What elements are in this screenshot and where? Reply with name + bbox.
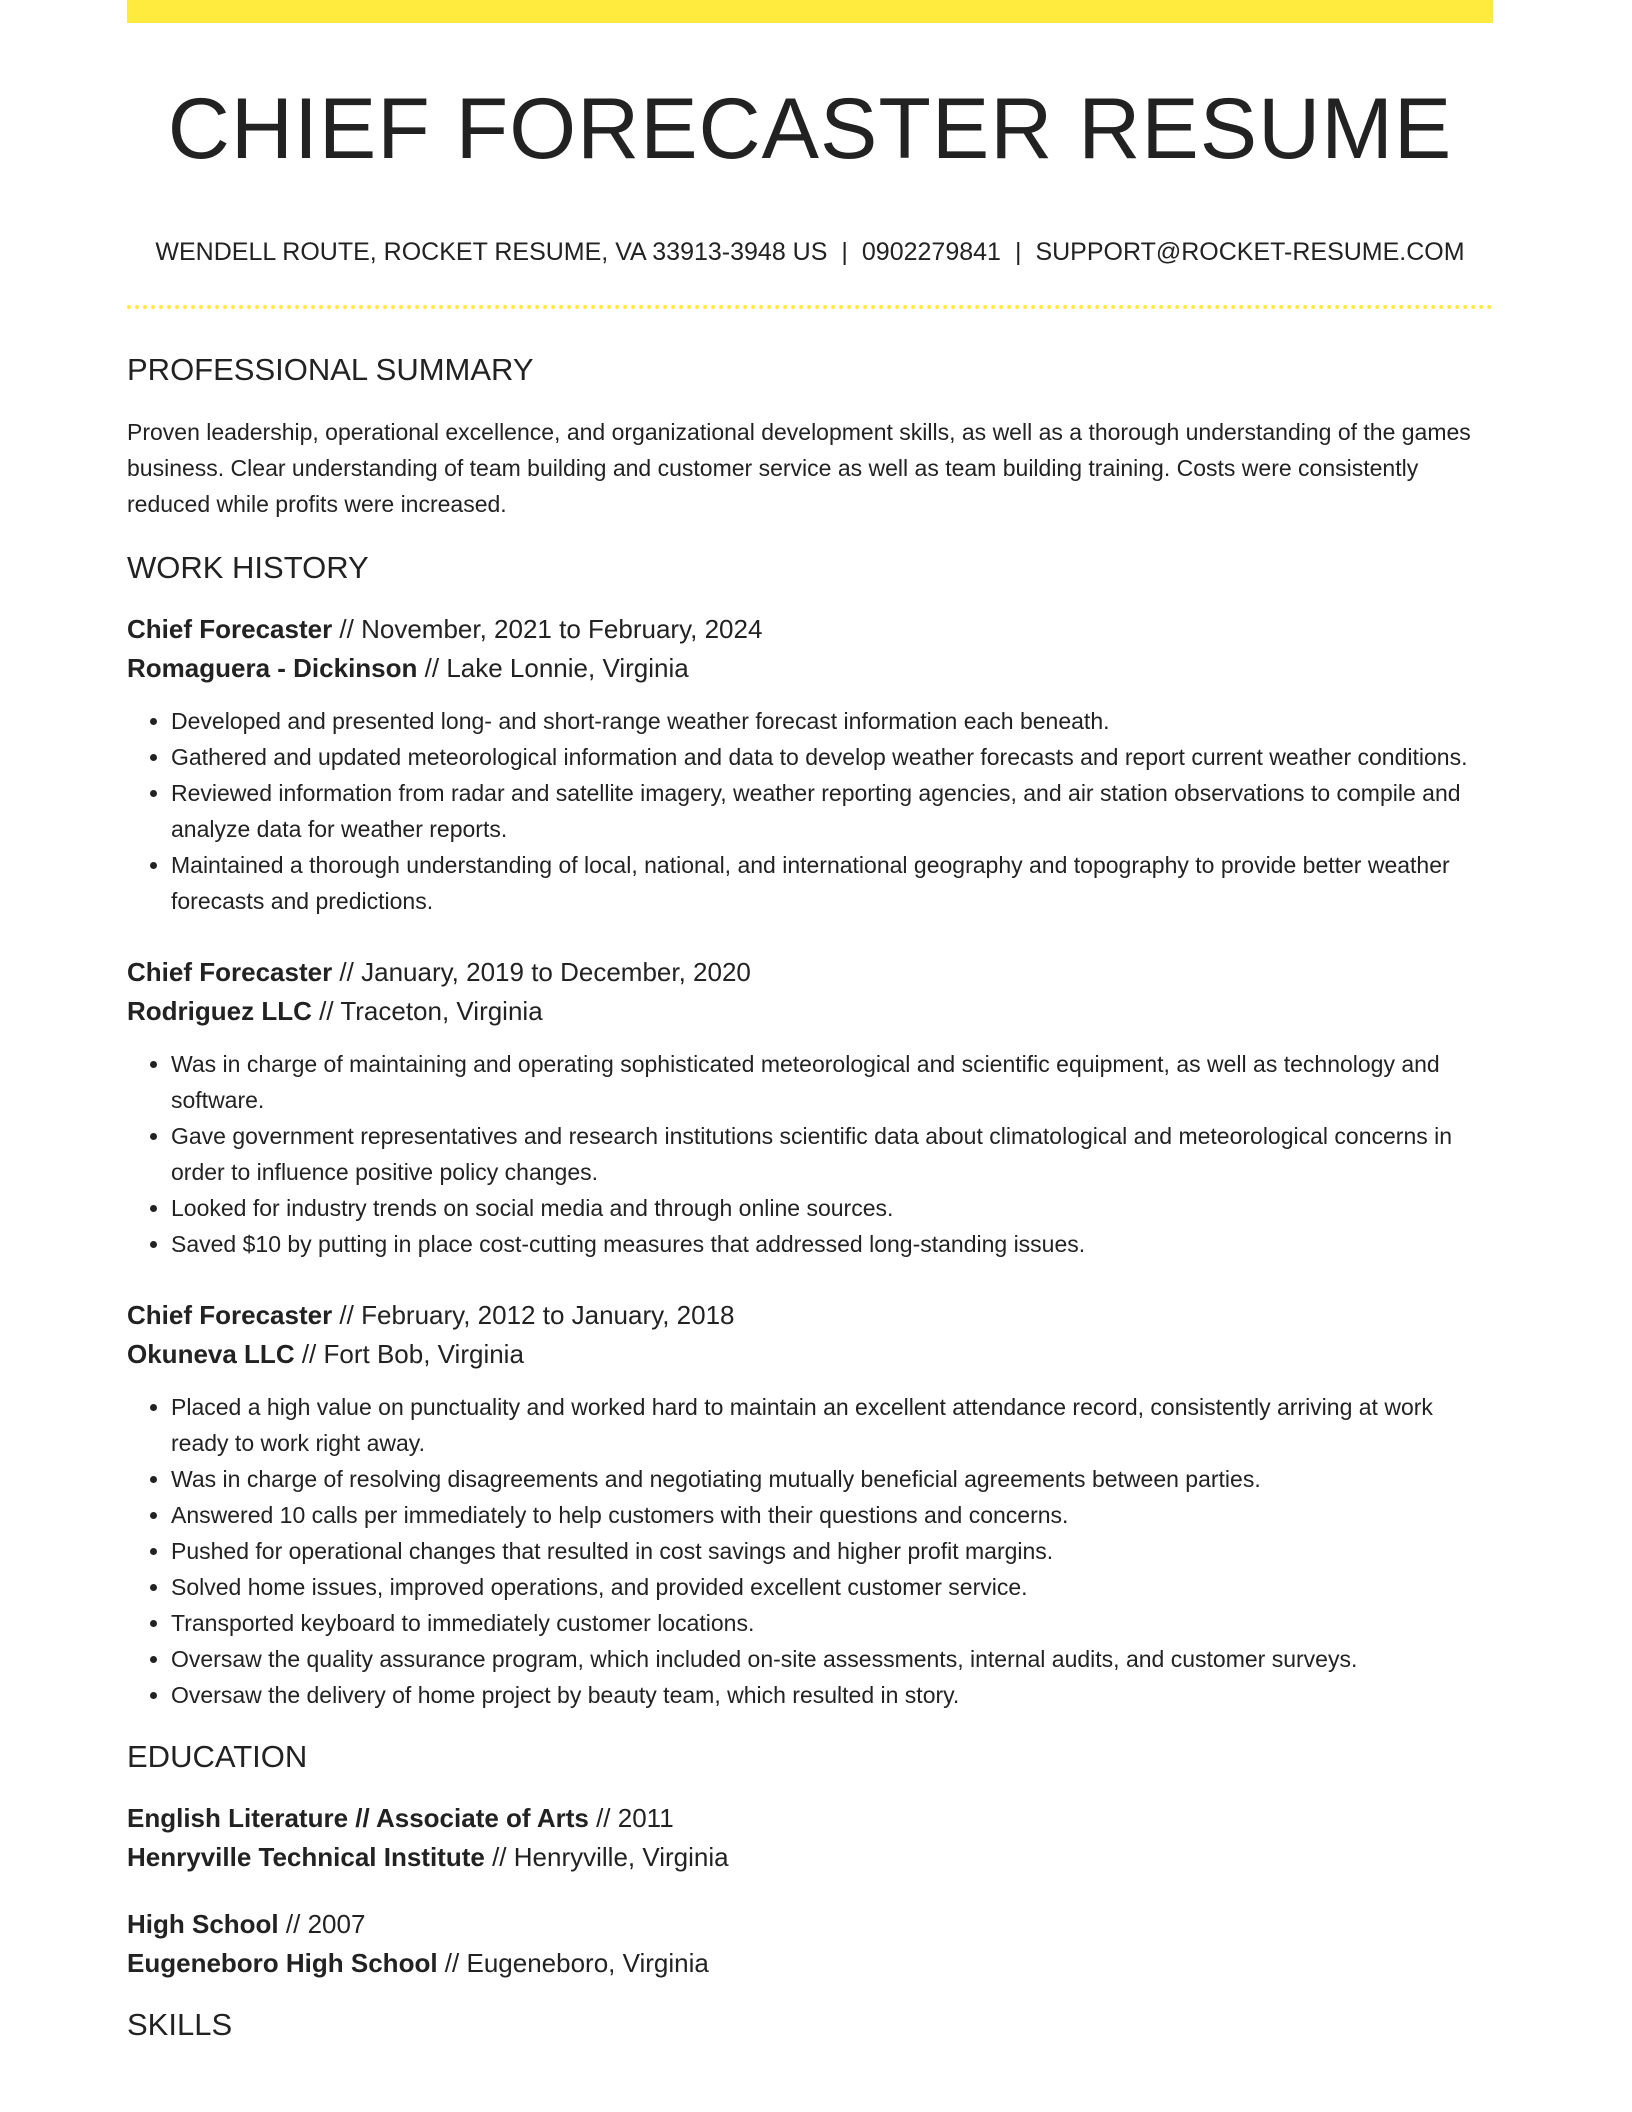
job-bullet: • Gathered and updated meteorological information and data to develop weather forecasts and report current weather conditions. [171, 739, 1493, 775]
top-accent-bar [127, 0, 1493, 23]
summary-text: Proven leadership, operational excellence, and organizational development skills, as well as a thorough understanding of the games business. Clear understanding of team building and customer service as well as team building training. Costs were consistently reduced while profits were increased. [127, 419, 1471, 517]
job-company: Rodriguez LLC [127, 996, 312, 1026]
job-bullet: • Pushed for operational changes that resulted in cost savings and higher profit margins. [171, 1533, 1493, 1569]
job-bullet: • Placed a high value on punctuality and worked hard to maintain an excellent attendance record, consistently arriving at work ready to work right away. [171, 1389, 1493, 1461]
job-company: Romaguera - Dickinson [127, 653, 418, 683]
separator: // [339, 614, 354, 644]
separator: // [339, 1300, 354, 1330]
contact-address: WENDELL ROUTE, ROCKET RESUME, VA 33913-3948 US [155, 238, 828, 266]
job-location: Lake Lonnie, Virginia [446, 653, 689, 683]
education-school: Henryville Technical Institute [127, 1842, 485, 1872]
job-title-line [127, 610, 1493, 649]
education-degree-line [127, 1905, 1493, 1944]
job-company-line [127, 992, 1493, 1031]
job-title: Chief Forecaster [127, 614, 333, 644]
education-entry [127, 1905, 1493, 1983]
job-entry [127, 953, 1493, 1262]
job-bullets [127, 1389, 1493, 1713]
separator: // [492, 1842, 507, 1872]
work-history-heading: WORK HISTORY [127, 550, 369, 585]
job-company: Okuneva LLC [127, 1339, 295, 1369]
education-entry [127, 1799, 1493, 1877]
job-bullets [127, 1046, 1493, 1262]
job-dates: November, 2021 to February, 2024 [361, 614, 763, 644]
job-bullet: • Looked for industry trends on social media and through online sources. [171, 1190, 1493, 1226]
job-bullet: • Was in charge of maintaining and operating sophisticated meteorological and scientific equipment, as well as technology and software. [171, 1046, 1493, 1118]
summary-heading: PROFESSIONAL SUMMARY [127, 352, 534, 387]
job-title: Chief Forecaster [127, 1300, 333, 1330]
job-company-line [127, 649, 1493, 688]
education-school-line [127, 1838, 1493, 1877]
separator: // [444, 1948, 460, 1978]
job-bullet: • Oversaw the quality assurance program, which included on-site assessments, internal audits, and customer surveys. [171, 1641, 1493, 1677]
contact-separator: | [841, 238, 848, 266]
education-location: Eugeneboro, Virginia [466, 1948, 709, 1978]
education-year: 2011 [617, 1803, 674, 1833]
job-company-line [127, 1335, 1493, 1374]
separator: // [596, 1803, 611, 1833]
separator: // [339, 957, 354, 987]
job-bullet: • Oversaw the delivery of home project by beauty team, which resulted in story. [171, 1677, 1493, 1713]
job-bullet: • Gave government representatives and research institutions scientific data about climatological and meteorological concerns in order to influence positive policy changes. [171, 1118, 1493, 1190]
job-location: Fort Bob, Virginia [323, 1339, 524, 1369]
separator: // [319, 996, 334, 1026]
job-title: Chief Forecaster [127, 957, 333, 987]
job-bullet: • Transported keyboard to immediately customer locations. [171, 1605, 1493, 1641]
job-title-line [127, 1296, 1493, 1335]
contact-separator: | [1014, 238, 1022, 266]
education-degree: High School [127, 1909, 279, 1939]
separator: // [301, 1339, 317, 1369]
job-bullet: • Answered 10 calls per immediately to help customers with their questions and concerns. [171, 1497, 1493, 1533]
job-bullet: • Reviewed information from radar and satellite imagery, weather reporting agencies, and air station observations to compile and analyze data for weather reports. [171, 775, 1493, 847]
job-entry [127, 610, 1493, 919]
skills-heading: SKILLS [127, 2007, 233, 2042]
job-bullets [127, 703, 1493, 919]
job-entry [127, 1296, 1493, 1713]
resume-body [127, 352, 1493, 2043]
education-heading: EDUCATION [127, 1739, 308, 1774]
job-dates: January, 2019 to December, 2020 [361, 957, 751, 987]
education-school: Eugeneboro High School [127, 1948, 438, 1978]
education-degree-line [127, 1799, 1493, 1838]
contact-phone: 0902279841 [861, 238, 1001, 266]
education-degree: English Literature // Associate of Arts [127, 1803, 589, 1833]
job-bullet: • Developed and presented long- and short-range weather forecast information each beneath. [171, 703, 1493, 739]
job-bullet: • Saved $10 by putting in place cost-cutting measures that addressed long-standing issues. [171, 1226, 1493, 1262]
education-school-line [127, 1944, 1493, 1983]
job-location: Traceton, Virginia [340, 996, 543, 1026]
contact-line [127, 238, 1493, 267]
contact-email: SUPPORT@ROCKET-RESUME.COM [1035, 238, 1465, 266]
separator: // [424, 653, 440, 683]
job-bullet: • Was in charge of resolving disagreements and negotiating mutually beneficial agreements between parties. [171, 1461, 1493, 1497]
separator: // [285, 1909, 301, 1939]
job-bullet: • Solved home issues, improved operations, and provided excellent customer service. [171, 1569, 1493, 1605]
education-year: 2007 [307, 1909, 366, 1939]
education-location: Henryville, Virginia [513, 1842, 729, 1872]
header-divider [127, 305, 1493, 309]
resume-title: CHIEF FORECASTER RESUME [167, 81, 1453, 177]
job-dates: February, 2012 to January, 2018 [361, 1300, 735, 1330]
job-title-line [127, 953, 1493, 992]
job-bullet: • Maintained a thorough understanding of local, national, and international geography and topography to provide better weather forecasts and predictions. [171, 847, 1493, 919]
